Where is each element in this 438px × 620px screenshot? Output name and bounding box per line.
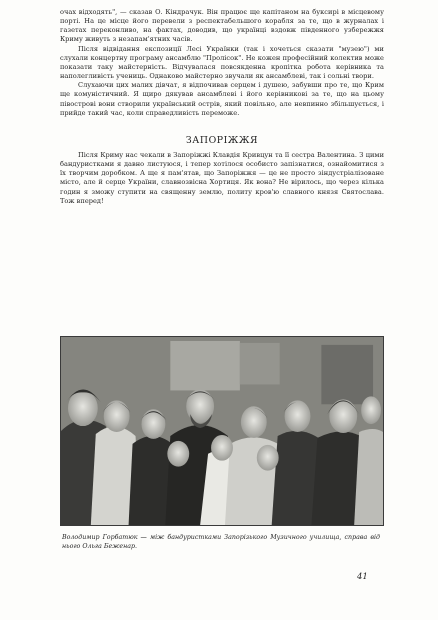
page-number: 41 <box>357 572 368 582</box>
paragraph-lesia-ukrainka: Після відвідання експозиції Лесі Українки (так і хочеться сказати "музею") ми слухали концертну програму ансамблю "Пролісок". Не кожен професійний колектив може показати таку майстерність. Відчувалася повсякденна кропітка робота керівника та наполегливість учениць. Однаково майстерно звучали як ансамблеві, так і сольні твори. <box>60 44 384 81</box>
group-photo-image <box>61 337 383 525</box>
text-column <box>60 8 384 206</box>
section-title: ЗАПОРІЖЖЯ <box>185 134 259 146</box>
paragraph-ensemble: Слухаючи цих малих дівчат, я відпочивав серцем і душею, забувши про те, що Крим ще комуністичний. Я щиро дякував ансамблеві і його керівникові за те, що на цьому півострові вони створили український острів, який повільно, але невпинно збільшується, і прийде такий час, коли справедливість переможе. <box>60 81 384 117</box>
paragraph-zaporizhzhia: Після Криму нас чекали в Запоріжжі Клавдія Кривцун та її сестра Валентина. З цими бандуристками я давно листуюся, і тепер хотілося особисто запізнатися, ознайомитися з їх творчим доробком. А ще я пам'ятав, що Запоріжжя — це не просто зіндустріалізоване місто, але й серце України, славнозвісна Хортиця. Як вона? Не вірилось, що через кілька годин я зможу ступити на священну землю, политу кров'ю славного князя Святослава. Тож вперед! <box>60 150 384 205</box>
paragraph-continued: очах відходять", — сказав О. Кіндрачук. Він працює ще капітаном на буксирі в місцевому порті. На це місце його перевели з респектабельшого корабля за те, що в журналах і газетах переконливо, на фактах, доводив, що українці вздовж південного узбережжя Криму живуть з незапам'ятних часів. <box>60 8 384 44</box>
group-photo <box>60 336 384 526</box>
photo-caption: Володимир Горбатюк — між бандуристками Запорізького Музичного училища, справа від нього Ольга Беженар. <box>62 534 380 550</box>
